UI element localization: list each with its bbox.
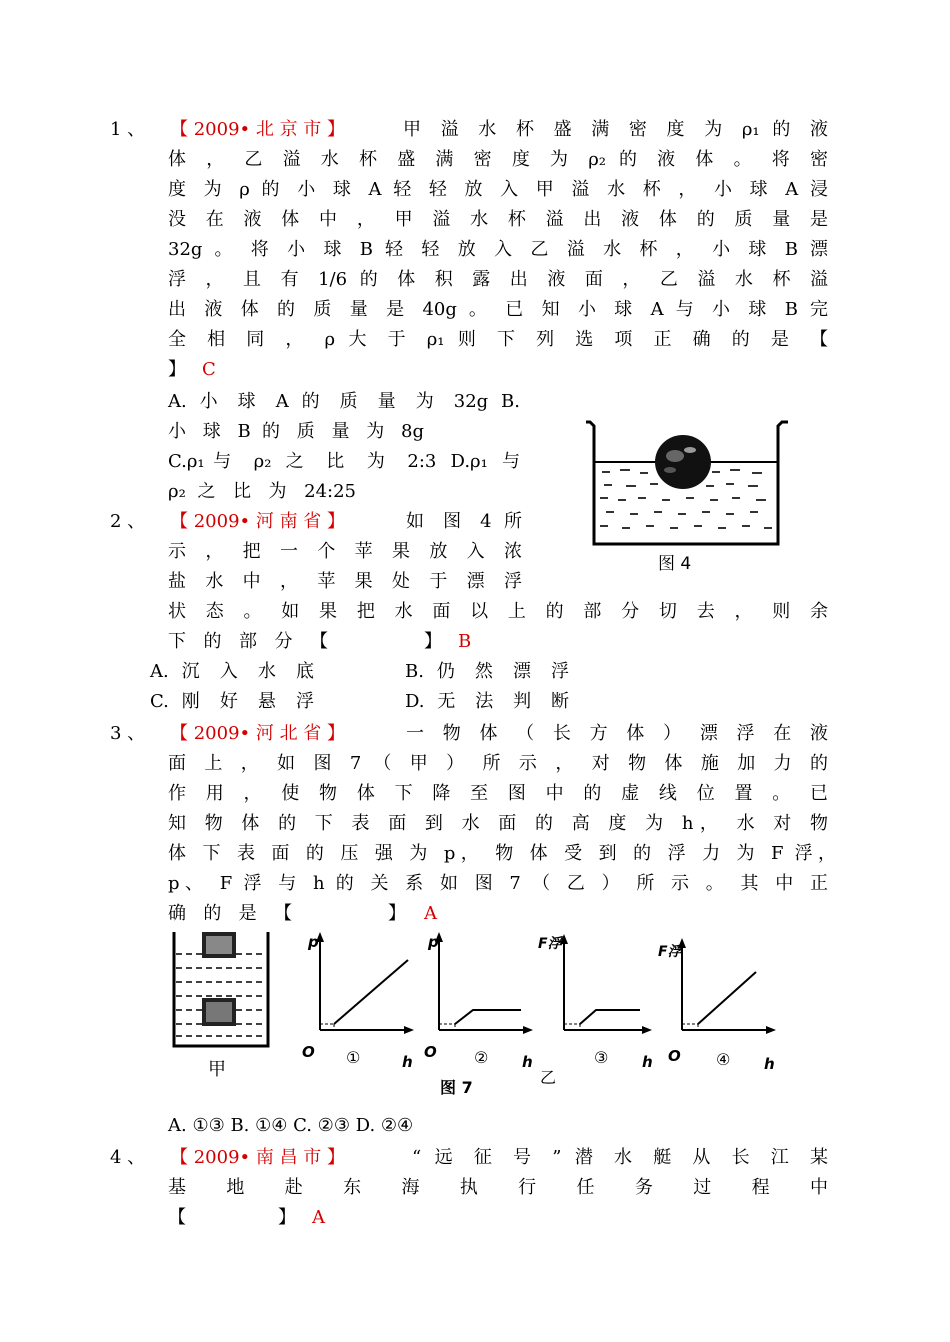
q4-source: 【 2009• 南 昌 市 】 (170, 1147, 346, 1168)
q1-line-4: 没 在 液 体 中 ， 甲 溢 水 杯 溢 出 液 体 的 质 量 是 (168, 209, 828, 230)
q1-line-7: 出 液 体 的 质 量 是 40g 。 已 知 小 球 A 与 小 球 B 完 (168, 299, 828, 320)
q3-line-5: 体 下 表 面 的 压 强 为 p， 物 体 受 到 的 浮 力 为 F 浮， (168, 843, 836, 864)
q2-line-4: 状 态 。 如 果 把 水 面 以 上 的 部 分 切 去 ， 则 余 (168, 601, 828, 622)
q2-option-c: C. 刚 好 悬 浮 (150, 691, 314, 712)
q1-option-1: A. 小 球 A 的 质 量 为 32g B. (168, 391, 520, 412)
q2-line-1: 如 图 4 所 (406, 511, 522, 532)
graph-1-y-label: p (308, 933, 319, 951)
figure-7-yi-label: 乙 (540, 1068, 557, 1087)
q2-line-5: 下 的 部 分 【 (168, 631, 328, 652)
q4-line-2: 基 地 赴 东 海 执 行 任 务 过 程 中 (168, 1177, 828, 1198)
q1-line-5: 32g 。 将 小 球 B 轻 轻 放 入 乙 溢 水 杯 ， 小 球 B 漂 (168, 239, 828, 260)
graph-2-y-label: p (428, 933, 439, 951)
q4-number: 4 、 (110, 1147, 146, 1168)
graph-4-y-label: F浮 (658, 944, 682, 960)
graph-4-origin: O (668, 1047, 681, 1065)
figure-4-caption: 图 4 (658, 554, 692, 574)
q1-line-1: 甲 溢 水 杯 盛 满 密 度 为 ρ₁ 的 液 (403, 119, 828, 140)
q2-line-2: 示 ， 把 一 个 苹 果 放 入 浓 (168, 541, 522, 562)
q1-option-2: 小 球 B 的 质 量 为 8g (168, 421, 424, 442)
q2-option-d: D. 无 法 判 断 (405, 691, 569, 712)
q1-option-3: C.ρ₁与 ρ₂ 之 比 为 2:3 D.ρ₁ 与 (168, 451, 520, 472)
q1-source: 【 2009• 北 京 市 】 (170, 119, 346, 140)
graph-4-x-label: h (764, 1055, 775, 1073)
q3-number: 3 、 (110, 723, 146, 744)
q4-line-1: “ 远 征 号 ” 潜 水 艇 从 长 江 某 (412, 1147, 828, 1168)
graph-3-number: ③ (594, 1048, 609, 1067)
q3-line-4: 知 物 体 的 下 表 面 到 水 面 的 高 度 为 h， 水 对 物 (168, 813, 829, 834)
q1-line-2: 体 ， 乙 溢 水 杯 盛 满 密 度 为 ρ₂ 的 液 体 。 将 密 (168, 149, 828, 170)
figure-7-jia-label: 甲 (208, 1059, 226, 1080)
q1-number: 1 、 (110, 119, 146, 140)
q1-line-3: 度 为 ρ 的 小 球 A 轻 轻 放 入 甲 溢 水 杯 ， 小 球 A 浸 (168, 179, 828, 200)
graph-1-origin: O (302, 1043, 315, 1061)
graph-2-number: ② (474, 1048, 489, 1067)
q1-answer: C (202, 359, 216, 380)
q1-option-4: ρ₂ 之 比 为 24:25 (168, 481, 356, 502)
q1-line-8: 全 相 同 ， ρ 大 于 ρ₁ 则 下 列 选 项 正 确 的 是 【 (168, 329, 828, 350)
q4-bracket-open: 【 (168, 1207, 186, 1228)
figure-7-graph-4 (668, 930, 788, 1050)
q1-line-6: 浮 ， 且 有 1/6 的 体 积 露 出 液 面 ， 乙 溢 水 杯 溢 (168, 269, 828, 290)
q3-line-3: 作 用 ， 使 物 体 下 降 至 图 中 的 虚 线 位 置 。 已 (168, 783, 828, 804)
figure-7-jia-container (170, 930, 280, 1060)
graph-3-x-label: h (642, 1053, 653, 1071)
q2-source: 【 2009• 河 南 省 】 (170, 511, 346, 532)
q2-line-3: 盐 水 中 ， 苹 果 处 于 漂 浮 (168, 571, 522, 592)
q2-option-b: B. 仍 然 漂 浮 (405, 661, 569, 682)
q3-options: A. ①③ B. ①④ C. ②③ D. ②④ (168, 1115, 414, 1136)
q3-line-2: 面 上 ， 如 图 7 （ 甲 ） 所 示 ， 对 物 体 施 加 力 的 (168, 753, 828, 774)
graph-2-x-label: h (522, 1053, 533, 1071)
q4-bracket-close: 】 (278, 1207, 296, 1228)
figure-4-beaker (580, 420, 795, 550)
q3-line-6: p、 F 浮 与 h 的 关 系 如 图 7 （ 乙 ） 所 示 。 其 中 正 (168, 873, 828, 894)
q3-bracket-close: 】 (388, 903, 406, 924)
figure-7-caption: 图 7 (440, 1078, 473, 1097)
q4-answer: A (312, 1207, 325, 1228)
q3-source: 【 2009• 河 北 省 】 (170, 723, 346, 744)
q2-bracket-close: 】 (424, 631, 442, 652)
graph-4-number: ④ (716, 1050, 731, 1069)
figure-7-graph-2 (425, 930, 545, 1050)
q2-number: 2 、 (110, 511, 146, 532)
graph-1-x-label: h (402, 1053, 413, 1071)
q3-line-1: 一 物 体 （ 长 方 体 ） 漂 浮 在 液 (406, 723, 828, 744)
q2-answer: B (458, 631, 472, 652)
graph-2-origin: O (424, 1043, 437, 1061)
q1-bracket-close: 】 (168, 359, 186, 380)
graph-3-y-label: F浮 (538, 936, 562, 952)
q3-line-7: 确 的 是 【 (168, 903, 292, 924)
q2-option-a: A. 沉 入 水 底 (150, 661, 314, 682)
q3-answer: A (424, 903, 437, 924)
figure-7-graph-3 (550, 930, 660, 1050)
graph-1-number: ① (346, 1048, 361, 1067)
